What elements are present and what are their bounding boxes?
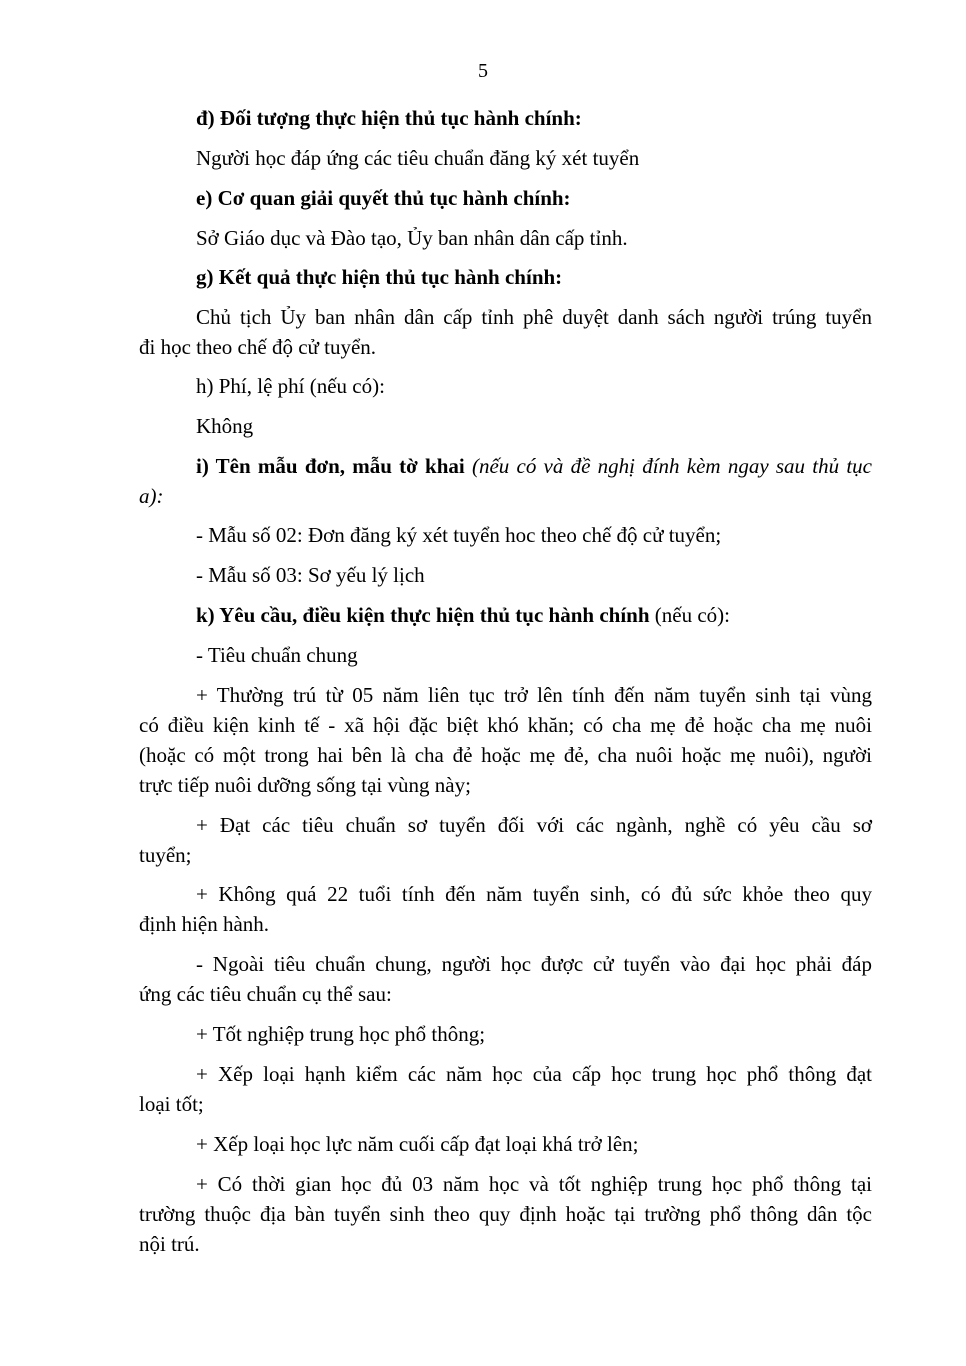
criteria-conduct xyxy=(139,1059,872,1119)
section-k-note: (nếu có): xyxy=(654,603,730,627)
section-i-heading-line xyxy=(139,451,872,481)
criteria-graduation: + Tốt nghiệp trung học phổ thông; xyxy=(196,1022,486,1046)
section-h-heading: h) Phí, lệ phí (nếu có): xyxy=(196,374,385,398)
section-k-title: k) Yêu cầu, điều kiện thực hiện thủ tục hành chính xyxy=(196,603,650,627)
section-d-text: Người học đáp ứng các tiêu chuẩn đăng ký xét tuyển xyxy=(196,146,640,170)
section-i-note-cont: a): xyxy=(139,484,164,508)
section-g-heading: g) Kết quả thực hiện thủ tục hành chính: xyxy=(196,265,563,289)
criteria-study-duration xyxy=(139,1169,872,1259)
paragraph-line: (hoặc có một trong hai bên là cha đẻ hoặc mẹ đẻ, cha nuôi hoặc mẹ nuôi), người xyxy=(139,743,872,767)
general-criteria-heading: - Tiêu chuẩn chung xyxy=(196,643,358,667)
form-item-02: - Mẫu số 02: Đơn đăng ký xét tuyển hoc theo chế độ cử tuyển; xyxy=(196,523,722,547)
specific-criteria-heading xyxy=(139,949,872,1009)
paragraph-line: trực tiếp nuôi dưỡng sống tại vùng này; xyxy=(139,773,471,797)
paragraph-line: - Ngoài tiêu chuẩn chung, người học được cử tuyển vào đại học phải đáp xyxy=(196,952,872,976)
paragraph-line: tuyển; xyxy=(139,843,192,867)
paragraph-line: trường thuộc địa bàn tuyển sinh theo quy định hoặc tại trường phổ thông dân tộc xyxy=(139,1202,872,1226)
section-i-heading xyxy=(139,451,872,511)
paragraph-line: + Không quá 22 tuổi tính đến năm tuyển sinh, có đủ sức khỏe theo quy xyxy=(196,882,872,906)
paragraph-line: nội trú. xyxy=(139,1232,200,1256)
criteria-age-health xyxy=(139,879,872,939)
section-d-heading: đ) Đối tượng thực hiện thủ tục hành chính: xyxy=(196,106,582,130)
paragraph-line: loại tốt; xyxy=(139,1092,204,1116)
section-h-text: Không xyxy=(196,414,254,438)
paragraph-line: + Xếp loại hạnh kiểm các năm học của cấp học trung học phổ thông đạt xyxy=(196,1062,872,1086)
paragraph-line: ứng các tiêu chuẩn cụ thể sau: xyxy=(139,982,392,1006)
section-k-heading xyxy=(196,600,872,630)
section-e-heading: e) Cơ quan giải quyết thủ tục hành chính: xyxy=(196,186,571,210)
section-i-note: (nếu có và đề nghị đính kèm ngay sau thủ tục xyxy=(471,454,872,478)
section-e-text: Sở Giáo dục và Đào tạo, Ủy ban nhân dân cấp tỉnh. xyxy=(196,226,628,250)
section-g-text xyxy=(139,302,872,362)
section-i-title: i) Tên mẫu đơn, mẫu tờ khai xyxy=(196,454,465,478)
paragraph-line: đi học theo chế độ cử tuyển. xyxy=(139,335,377,359)
paragraph-line: định hiện hành. xyxy=(139,912,270,936)
page-number: 5 xyxy=(478,60,488,82)
paragraph-line: có điều kiện kinh tế - xã hội đặc biệt khó khăn; có cha mẹ đẻ hoặc cha mẹ nuôi xyxy=(139,713,872,737)
form-item-03: - Mẫu số 03: Sơ yếu lý lịch xyxy=(196,563,425,587)
paragraph-line: + Đạt các tiêu chuẩn sơ tuyển đối với các ngành, nghề có yêu cầu sơ xyxy=(196,813,872,837)
paragraph-line: + Thường trú từ 05 năm liên tục trở lên tính đến năm tuyển sinh tại vùng xyxy=(196,683,872,707)
criteria-residence xyxy=(139,680,872,800)
criteria-academic: + Xếp loại học lực năm cuối cấp đạt loại khá trở lên; xyxy=(196,1132,639,1156)
criteria-preliminary xyxy=(139,810,872,870)
paragraph-line: Chủ tịch Ủy ban nhân dân cấp tỉnh phê duyệt danh sách người trúng tuyển xyxy=(196,305,872,329)
paragraph-line: + Có thời gian học đủ 03 năm học và tốt nghiệp trung học phổ thông tại xyxy=(196,1172,872,1196)
